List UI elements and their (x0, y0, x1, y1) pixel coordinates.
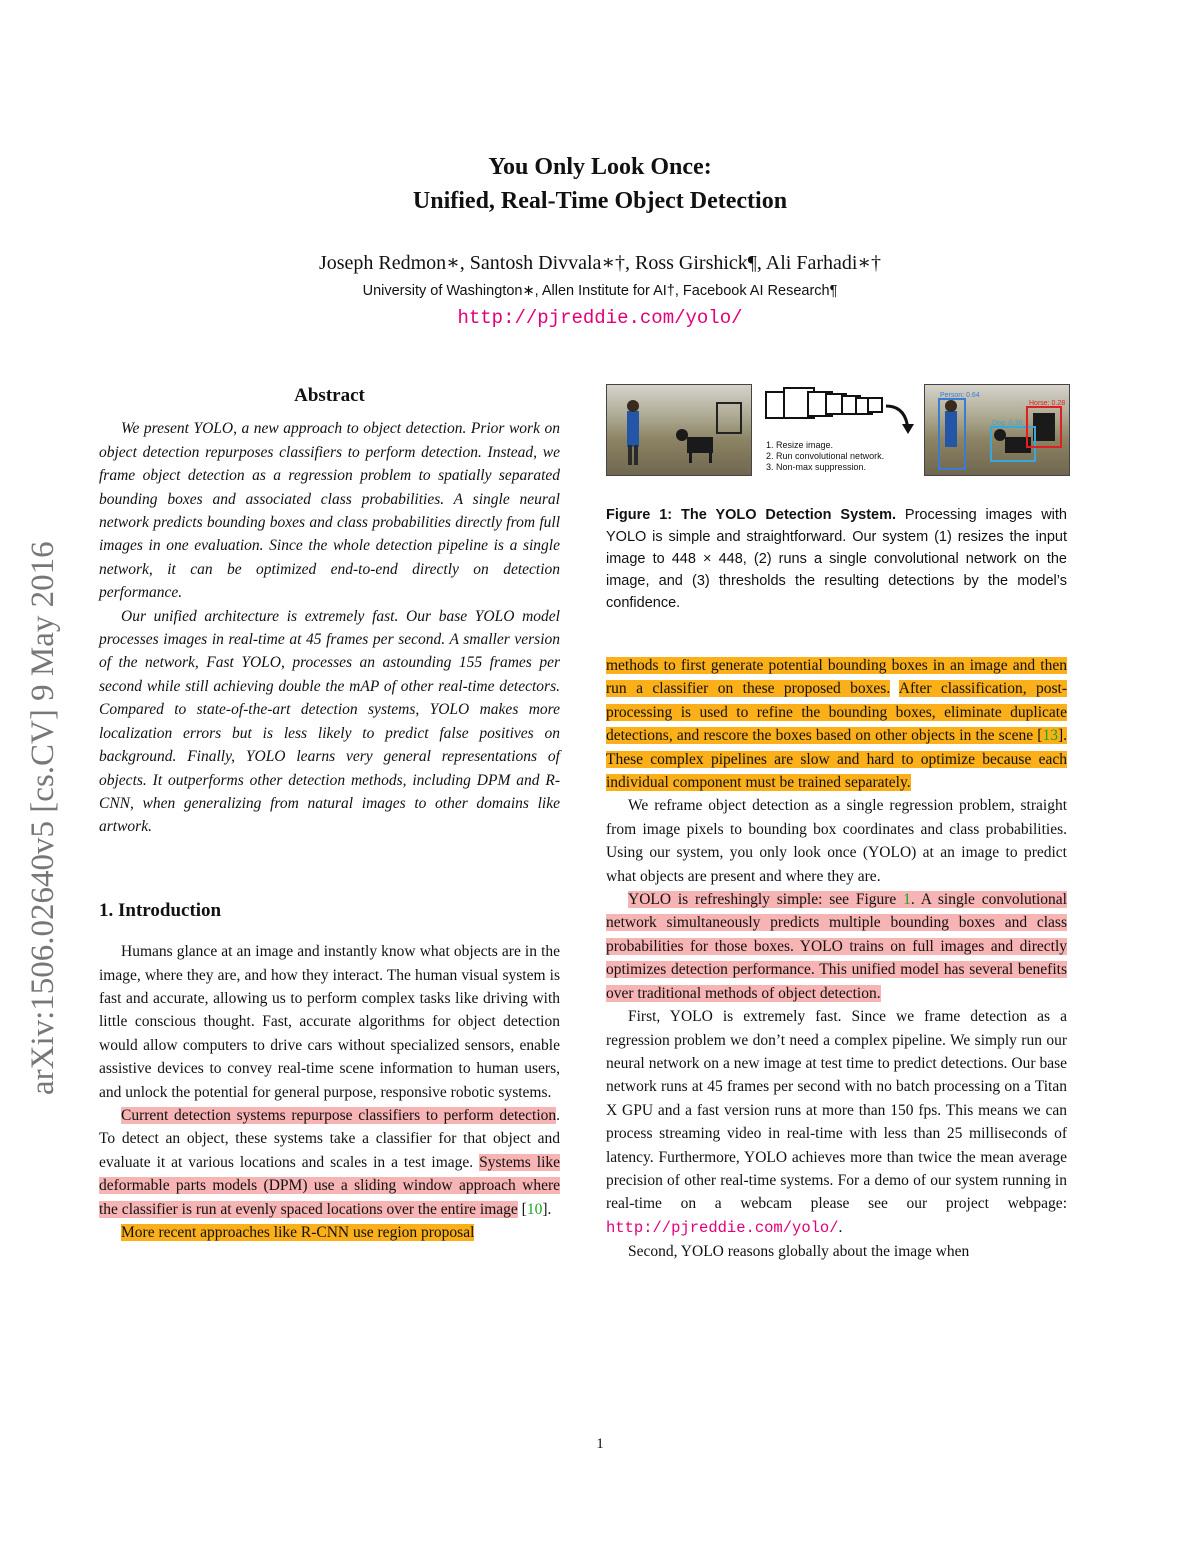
fast-text: First, YOLO is extremely fast. Since we frame detection as a regression problem we don’t need a complex pipeline. We simply run our neural network on a new image at test time to predict detections. Our base network runs at 45 frames per second with no batch processing on a Titan X GPU and a fast version runs at more than 150 fps. This means we can process streaming video in real-time with less than 25 milliseconds of latency. Furthermore, YOLO achieves more than twice the mean average precision of other real-time systems. For a demo of our system running in real-time on a webcam please see our project webpage: (606, 1008, 1067, 1213)
output-photo (924, 384, 1070, 476)
highlight-yolo-simple: YOLO is refreshingly simple: see Figure (628, 891, 904, 909)
caption-label: Figure 1: (606, 507, 673, 523)
abstract-heading: Abstract (294, 385, 365, 406)
right-paragraph-2: We reframe object detection as a single regression problem, straight from image pixels to bounding box coordinates and class probabilities. Using our system, you only look once (YOLO) at an image to predict what objects are present and where they are. (606, 797, 1067, 885)
caption-body: Processing images with YOLO is simple and straightforward. Our system (1) resizes the input image to 448 × 448, (2) runs a single convolutional network on the image, and (3) thresholds the resulting detections by the model’s confidence. (606, 507, 1067, 611)
figure-1-caption (606, 504, 1067, 614)
highlight-dpm: Systems like deformable parts models (DPM) use a sliding window approach where the classifier is run at evenly spaced locations over the entire image (99, 1153, 560, 1218)
period: . (838, 1218, 843, 1236)
pipeline-step-1: 1. Resize image. (766, 440, 834, 450)
citation-link[interactable]: 13 (1042, 727, 1058, 745)
input-photo-drawing (607, 385, 753, 477)
detection-label-horse: Horse: 0.28 (1029, 400, 1066, 407)
citation-link[interactable]: 10 (526, 1200, 543, 1218)
right-column (606, 378, 1067, 1264)
introduction-heading: 1. Introduction (99, 899, 222, 921)
arxiv-stamp: arXiv:1506.02640v5 [cs.CV] 9 May 2016 (25, 541, 61, 1095)
highlight-proposal-methods: methods to first generate potential bounding boxes in an image and then run a classifier on these proposed boxes. (606, 657, 1067, 698)
page-number: 1 (596, 1436, 604, 1452)
abstract-paragraph-2: Our unified architecture is extremely fast. Our base YOLO model processes images in real-time at 45 frames per second. A smaller version of the network, Fast YOLO, processes an astounding 155 frames per second while still achieving double the mAP of other real-time detectors. Compared to state-of-the-art detection systems, YOLO makes more localization errors but is less likely to predict false positives on background. Finally, YOLO learns very general representations of objects. It outperforms other detection methods, including DPM and R-CNN, when generalizing from natural images to other domains like artwork. (99, 607, 560, 836)
intro-paragraph-3 (99, 1221, 560, 1244)
abstract-paragraph-1: We present YOLO, a new approach to object detection. Prior work on object detection repurposes classifiers to perform detection. Instead, we frame object detection as a regression problem to spatially separated bounding boxes and associated class probabilities. A single neural network predicts bounding boxes and class probabilities directly from full images in one evaluation. Since the whole detection pipeline is a single network, it can be optimized end-to-end directly on detection performance. (99, 420, 560, 602)
pipeline-step-3: 3. Non-max suppression. (766, 462, 867, 472)
output-photo-drawing (925, 385, 1071, 477)
title-line-2: Unified, Real-Time Object Detection (412, 188, 788, 214)
ref-bracket-close: ]. (542, 1200, 552, 1218)
detection-label-dog: Dog: 0.30 (992, 420, 1023, 427)
title-line-1: You Only Look Once: (488, 154, 712, 180)
author-list: Joseph Redmon∗, Santosh Divvala∗†, Ross Girshick¶, Ali Farhadi∗† (318, 252, 882, 274)
left-column (99, 378, 560, 1244)
input-photo (606, 384, 752, 476)
ref-bracket-open: [ (517, 1200, 527, 1218)
space (890, 680, 899, 697)
intro-text: . To detect an object, these systems take a classifier for that object and evaluate it at various locations and scales in a test image. (99, 1106, 560, 1171)
webpage-link[interactable]: http://pjreddie.com/yolo/ (606, 1218, 839, 1237)
figure-1-diagram (606, 384, 1070, 476)
highlight-post-processing: After classification, post-processing is used to refine the bounding boxes, eliminate duplicate detections, and rescore the boxes based on other objects in the scene [ (606, 680, 1067, 745)
paper-title (0, 150, 1200, 218)
highlight-complex-pipelines: ]. These complex pipelines are slow and hard to optimize because each individual component must be trained separately. (606, 727, 1067, 792)
caption-title: The YOLO Detection System. (681, 507, 897, 523)
pipeline-steps (766, 440, 884, 473)
highlight-rcnn: More recent approaches like R-CNN use region proposal (121, 1224, 475, 1241)
right-paragraph-3 (606, 888, 1067, 1005)
right-paragraph-5: Second, YOLO reasons globally about the image when (628, 1243, 970, 1261)
highlight-single-network: . A single convolutional network simultaneously predicts multiple bounding boxes and class probabilities for those boxes. YOLO trains on full images and directly optimizes detection performance. This unified model has several benefits over traditional methods of object detection. (606, 891, 1067, 1002)
pipeline-step-2: 2. Run convolutional network. (766, 451, 885, 461)
intro-paragraph-2 (99, 1104, 560, 1221)
affiliations: University of Washington∗, Allen Institute for AI†, Facebook AI Research¶ (362, 283, 838, 299)
right-paragraph-1 (606, 654, 1067, 794)
right-paragraph-4 (606, 1005, 1067, 1240)
highlight-current-systems: Current detection systems repurpose classifiers to perform detection (121, 1106, 557, 1124)
intro-paragraph-1: Humans glance at an image and instantly know what objects are in the image, where they are, and how they interact. The human visual system is fast and accurate, allowing us to perform complex tasks like driving with little conscious thought. Fast, accurate algorithms for object detection would allow computers to drive cars without specialized sensors, enable assistive devices to convey real-time scene information to human users, and unlock the potential for general purpose, responsive robotic systems. (99, 943, 560, 1101)
detection-label-person: Person: 0.64 (940, 392, 980, 399)
project-url-link[interactable]: http://pjreddie.com/yolo/ (457, 307, 743, 329)
figure-ref-link[interactable]: 1 (903, 891, 911, 909)
